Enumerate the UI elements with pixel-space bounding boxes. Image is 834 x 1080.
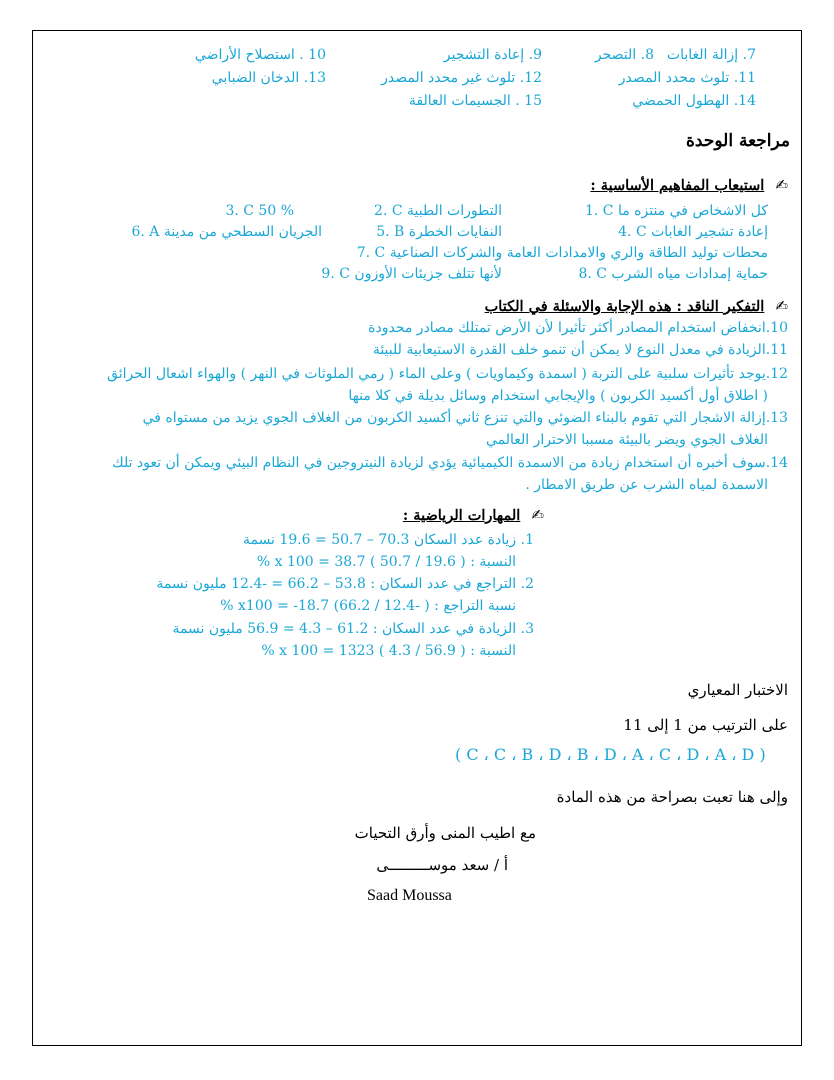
concept-answer-7: 7. C محطات توليد الطاقة والري والامدادات العامة والشركات الصناعية xyxy=(356,245,768,261)
answer-sequence: ( C ، C ، B ، D ، B ، D ، A ، C ، D ، A ، D ) xyxy=(455,745,766,764)
term-13: 13. الدخان الضبابي xyxy=(211,70,326,86)
hand-writing-icon: ✍ xyxy=(775,176,788,194)
order-note: على الترتيب من 1 إلى 11 xyxy=(623,716,788,734)
concept-answer-3: 3. C 50 % xyxy=(225,203,294,219)
concept-answer-4: 4. C إعادة تشجير الغابات xyxy=(618,224,768,240)
closing-remark: وإلى هنا تعبت بصراحة من هذه المادة xyxy=(556,788,788,806)
term-14: 14. الهطول الحمضي xyxy=(632,93,756,109)
concept-answer-2: 2. C التطورات الطبية xyxy=(374,203,502,219)
signature-arabic: أ / سعد موســـــــــى xyxy=(376,856,508,874)
standard-test-label: الاختبار المعياري xyxy=(687,681,788,699)
wishes: مع اطيب المنى وأرق التحيات xyxy=(354,824,536,842)
math-section-title: ✍ المهارات الرياضية : xyxy=(402,506,544,524)
math-answer-1-ratio: النسبة : ( 19.6 / 50.7 ) x 100 = 38.7 % xyxy=(256,554,516,570)
concepts-section-title: ✍ استيعاب المفاهيم الأساسية : xyxy=(590,176,788,194)
term-10: 10 . استصلاح الأراضي xyxy=(194,47,326,63)
concept-answer-9: 9. C لأنها تتلف جزيئات الأوزون xyxy=(321,266,502,282)
term-15: 15 . الجسيمات العالقة xyxy=(408,93,542,109)
hand-writing-icon: ✍ xyxy=(775,297,788,315)
signature-english: Saad Moussa xyxy=(367,887,452,904)
term-8: 8. التصحر xyxy=(594,47,654,63)
term-11: 11. تلوث محدد المصدر xyxy=(618,70,756,86)
term-9: 9. إعادة التشجير xyxy=(443,47,542,63)
concept-answer-5: 5. B النفايات الخطرة xyxy=(376,224,502,240)
hand-writing-icon: ✍ xyxy=(531,506,544,524)
critical-section-title: ✍ التفكير الناقد : هذه الإجابة والاسئلة في الكتاب xyxy=(484,297,788,315)
math-answer-3: 3. الزيادة في عدد السكان : 61.2 – 4.3 = 56.9 مليون نسمة xyxy=(172,621,534,637)
critical-answer-10: 10.انخفاض استخدام المصادر أكثر تأثيرا لأن الأرض تمتلك مصادر محدودة xyxy=(368,320,788,336)
math-answer-2-ratio: نسبة التراجع : ( -12.4 / 66.2) x100 = -18.7 % xyxy=(220,598,516,614)
critical-answer-13: 13.إزالة الاشجار التي تقوم بالبناء الضوئي والتي تنزع ثاني أكسيد الكربون من الغلاف الجوي يزيد من مستواه في xyxy=(142,410,788,426)
math-answer-3-ratio: النسبة : ( 56.9 / 4.3 ) x 100 = 1323 % xyxy=(261,643,516,659)
math-answer-2: 2. التراجع في عدد السكان : 53.8 – 66.2 = -12.4 مليون نسمة xyxy=(156,576,534,592)
concept-answer-8: 8. C حماية إمدادات مياه الشرب xyxy=(578,266,768,282)
math-answer-1: 1. زيادة عدد السكان 70.3 – 50.7 = 19.6 نسمة xyxy=(242,532,534,548)
critical-answer-13-cont: الغلاف الجوي ويضر بالبيئة مسببا الاحترار العالمي xyxy=(485,432,768,448)
critical-answer-12-cont: ( اطلاق أول أكسيد الكربون ) والإيجابي استخدام وسائل بديلة في كلا منها xyxy=(348,388,768,404)
critical-answer-14: 14.سوف أخبره أن استخدام زيادة من الاسمدة الكيميائية يؤدي لزيادة النيتروجين في النظام البيئي ويمكن أن تعود تلك xyxy=(112,455,788,471)
critical-answer-12: 12.يوجد تأثيرات سلبية على التربة ( اسمدة وكيماويات ) وعلى الماء ( رمي الملوثات في النهر ) والهواء اشعال الحرائق xyxy=(107,366,788,382)
critical-answer-14-cont: الاسمدة لمياه الشرب عن طريق الامطار . xyxy=(525,477,768,493)
term-12: 12. تلوث غير محدد المصدر xyxy=(381,70,542,86)
unit-review-heading: مراجعة الوحدة xyxy=(686,131,790,151)
term-7: 7. إزالة الغابات xyxy=(666,47,756,63)
critical-answer-11: 11.الزيادة في معدل النوع لا يمكن أن تنمو خلف القدرة الاستيعابية للبيئة xyxy=(372,342,788,358)
concept-answer-1: 1. C كل الاشخاص في منتزه ما xyxy=(584,203,768,219)
concept-answer-6: 6. A الجريان السطحي من مدينة xyxy=(131,224,322,240)
